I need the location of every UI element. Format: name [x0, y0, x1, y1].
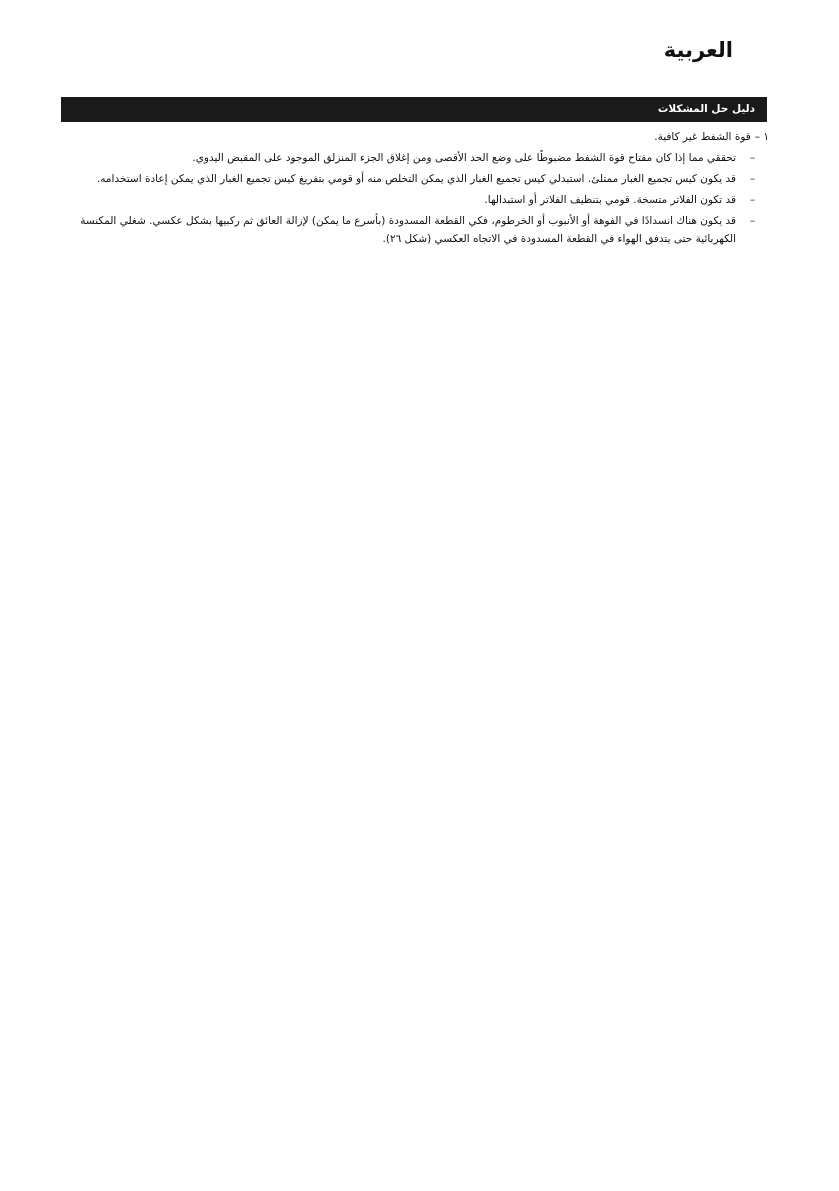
dash-bullet: –	[749, 152, 756, 164]
solution-item	[66, 149, 769, 167]
problem-item	[66, 128, 769, 146]
solution-item	[66, 170, 769, 188]
dash-bullet: –	[749, 173, 756, 185]
solution-list	[66, 149, 769, 248]
troubleshooting-content	[66, 128, 769, 251]
dash-bullet: –	[749, 215, 756, 227]
solution-text: قد تكون الفلاتر متسخة. قومي بتنظيف الفلاتر أو استبدالها.	[484, 194, 736, 206]
section-title: دليل حل المشكلات	[657, 103, 755, 115]
solution-item	[66, 191, 769, 209]
solution-item	[66, 212, 769, 248]
page-title: العربية	[663, 38, 733, 62]
problem-text: قوة الشفط غير كافية.	[654, 131, 751, 143]
problem-number: ١ –	[754, 131, 769, 143]
dash-bullet: –	[749, 194, 756, 206]
solution-text: قد يكون كيس تجميع الغبار ممتلئ. استبدلي كيس تجميع الغبار الذي يمكن التخلص منه أو قومي بتفريغ كيس تجميع الغبار الذي يمكن إعادة استخدامه.	[96, 173, 736, 185]
section-heading-bar	[61, 97, 767, 122]
solution-text: تحققي مما إذا كان مفتاح قوة الشفط مضبوطًا على وضع الحد الأقصى ومن إغلاق الجزء المنزلق الموجود على المقبض اليدوي.	[192, 152, 736, 164]
solution-text: قد يكون هناك انسدادًا في الفوهة أو الأنبوب أو الخرطوم، فكي القطعة المسدودة (بأسرع ما يمكن) لإزالة العائق ثم ركبيها بشكل عكسي. شغلي المكنسة الكهربائية حتى يتدفق الهواء في القطعة المسدودة في الاتجاه العكسي (شكل ٢٦).	[80, 215, 736, 245]
